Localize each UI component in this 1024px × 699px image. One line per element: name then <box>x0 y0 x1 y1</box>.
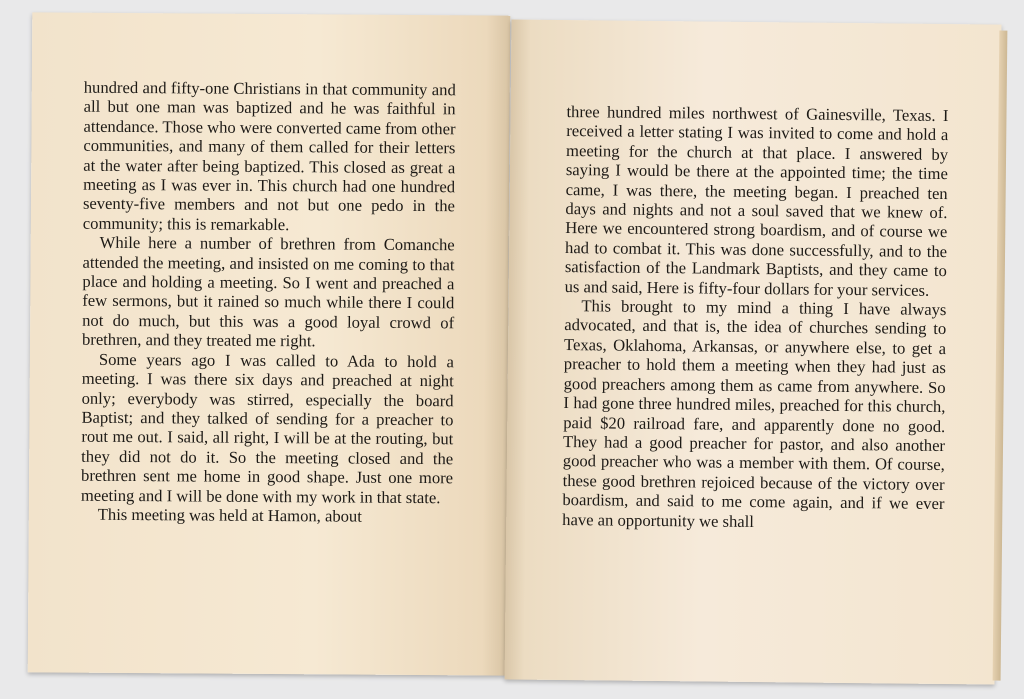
left-paragraph-3: Some years ago I was called to Ada to hold a meeting. I was there six days and preached at night only; everybody was stirred, especially the board Baptist; and they talked of sending for a preacher to rout me out. I said, all right, I will be at the routing, but they did not do it. So the meeting closed and the brethren sent me home in good shape. Just one more meeting and I will be done with my work in that state. <box>80 349 454 507</box>
right-paragraph-2: This brought to my mind a thing I have always advocated, and that is, the idea of churches sending to Texas, Oklahoma, Arkansas, or anywhere else, to get a preacher to hold them a meeting when they had just as good preachers among them as came from anywhere. So I had gone three hundred miles, preached for this church, paid $20 railroad fare, and apparently done no good. They had a good preacher for pastor, and also another good preacher who was a member with them. Of course, these good brethren rejoiced because of the victory over boardism, and said to me come again, and if we ever have an opportunity we shall <box>562 296 947 531</box>
page-edge <box>993 31 1008 681</box>
right-paragraph-1: three hundred miles northwest of Gainesville, Texas. I received a letter stating I was invited to come and hold a meeting for the church at that place. I answered by saying I would be there at the appointed time; the time came, I was there, the meeting began. I preached ten days and nights and not a soul saved that we knew of. Here we encountered strong boardism, and of course we had to combat it. This was done successfully, and to the satisfaction of the Landmark Baptists, and they came to us and said, Here is fifty-four dollars for your services. <box>564 102 949 300</box>
right-page <box>505 19 1002 684</box>
left-paragraph-1: hundred and fifty-one Christians in that community and all but one man was baptized and he was faithful in attendance. Those who were converted came from other communities, and many of them called for their letters at the water after being baptized. This closed as great a meeting as I was ever in. This church had one hundred seventy-five members and not but one pedo in the community; this is remarkable. <box>82 77 456 234</box>
left-page <box>28 12 511 675</box>
open-booklet <box>30 14 1005 684</box>
left-page-text <box>81 78 456 527</box>
left-paragraph-4: This meeting was held at Hamon, about <box>97 504 362 526</box>
left-paragraph-2: While here a number of brethren from Comanche attended the meeting, and insisted on me coming to that place and holding a meeting. So I went and preached a few sermons, but it rained so much while there I could not do much, but this was a good loyal crowd of brethren, and they treated me right. <box>81 233 455 351</box>
right-page-text <box>562 102 948 533</box>
